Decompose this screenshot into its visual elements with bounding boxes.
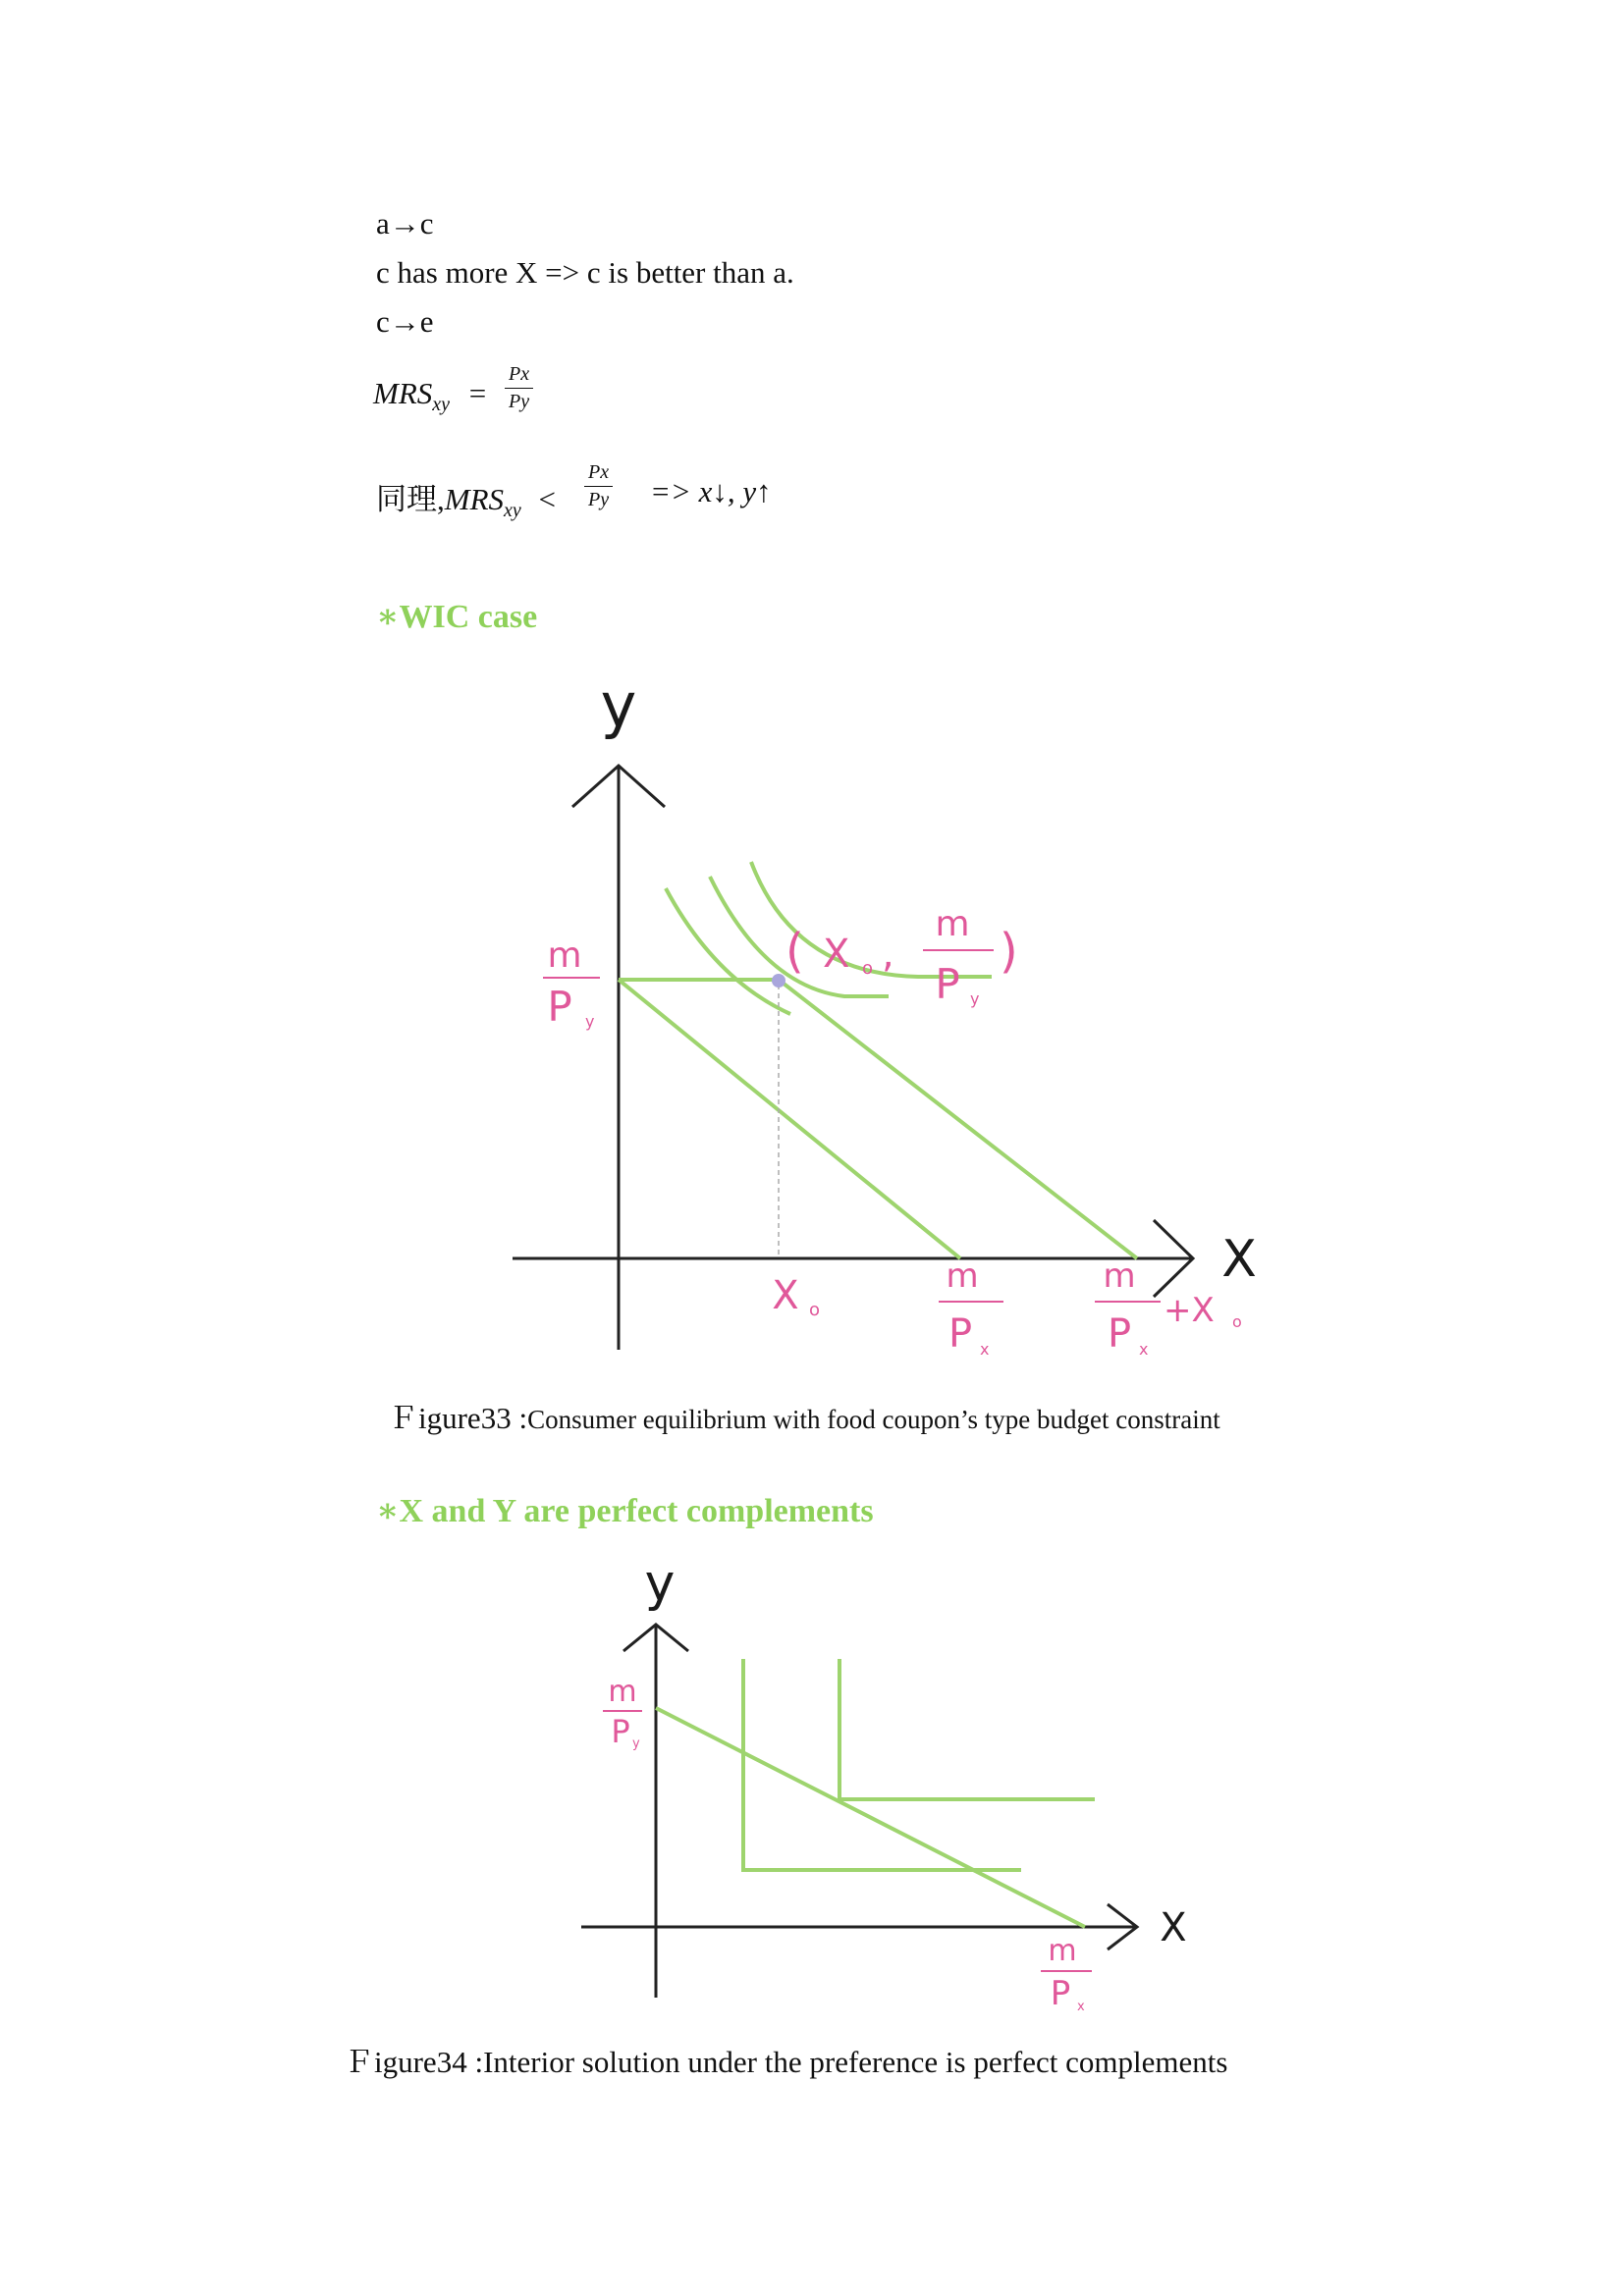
figure-33-diagram xyxy=(513,669,1257,1359)
fig33-x-intercept-m: m xyxy=(946,1256,979,1296)
fig33-coupon-intercept-p: P xyxy=(1107,1311,1132,1357)
mrs-label: MRS xyxy=(444,482,505,516)
fig34-x-intercept-sub: x xyxy=(1077,2000,1085,2014)
mrs-label: MRS xyxy=(373,376,433,410)
less-than-sign: < xyxy=(538,482,557,516)
fig33-coupon-intercept-sub: x xyxy=(1139,1340,1149,1359)
fig34-l-shaped-curve-1 xyxy=(743,1659,1021,1870)
mrs-subscript: xy xyxy=(432,394,451,416)
fig33-y-intercept-m: m xyxy=(547,935,582,976)
fraction-denominator: Py xyxy=(588,489,610,510)
figure-34-diagram xyxy=(581,1554,1187,2014)
fig33-coupon-intercept-m: m xyxy=(1103,1256,1136,1296)
fig34-budget-line xyxy=(656,1708,1085,1927)
fig34-x-axis-label: X xyxy=(1160,1905,1187,1950)
text-line-c-better: c has more X => c is better than a. xyxy=(376,255,794,290)
fig33-x-axis-label: X xyxy=(1221,1230,1257,1289)
text-line-c-to-e: c→e xyxy=(376,304,434,339)
figure-34-caption xyxy=(344,2037,1227,2081)
fig33-point-close-paren: ) xyxy=(1000,924,1018,979)
fig33-point-m: m xyxy=(935,904,970,944)
fig33-point-comma: , xyxy=(882,932,894,977)
caption-text: Consumer equilibrium with food coupon’s type budget constraint xyxy=(527,1405,1220,1434)
fig33-point-p-sub: y xyxy=(970,989,980,1008)
fig33-y-axis-label: y xyxy=(600,669,637,741)
fig33-y-intercept-p: P xyxy=(547,983,572,1031)
prefix-text: 同理, xyxy=(376,482,445,516)
fig33-point-p: P xyxy=(935,960,960,1008)
figure-33-caption xyxy=(388,1393,1220,1437)
fig33-equilibrium-point xyxy=(772,974,785,988)
fig34-y-intercept-m: m xyxy=(608,1675,637,1709)
fig34-l-shaped-curve-2 xyxy=(839,1659,1095,1799)
fig33-plus-x0: +X xyxy=(1164,1291,1215,1330)
fig34-x-intercept-m: m xyxy=(1048,1934,1077,1968)
fig33-point-open-paren: ( xyxy=(785,924,804,979)
fig33-plus-x0-sub: o xyxy=(1232,1312,1242,1331)
fig34-y-axis-label: y xyxy=(644,1554,676,1613)
equation-result: => x↓, y↑ xyxy=(650,474,772,508)
fraction-numerator: Px xyxy=(584,461,613,487)
fig33-point-x-sub: o xyxy=(862,958,874,979)
caption-text: Interior solution under the preference is perfect complements xyxy=(483,2045,1228,2079)
fig34-y-intercept-p: P xyxy=(611,1713,630,1750)
fig33-point-x: X xyxy=(823,932,850,977)
fraction-numerator: Px xyxy=(505,363,533,389)
fig33-x0-sub: o xyxy=(809,1300,821,1320)
section-heading-complements: ∗X and Y are perfect complements xyxy=(376,1493,874,1529)
fig33-budget-line-original xyxy=(619,980,960,1258)
fig33-x-intercept-sub: x xyxy=(980,1340,990,1359)
fraction-denominator: Py xyxy=(509,391,530,412)
fig33-budget-line-coupon xyxy=(619,980,1137,1258)
mrs-subscript: xy xyxy=(504,500,521,522)
fig33-x0-label: X xyxy=(772,1273,799,1318)
caption-prefix: Ｆigure33 : xyxy=(388,1401,528,1435)
section-heading-wic: ∗WIC case xyxy=(376,599,538,635)
equals-sign: = xyxy=(468,376,487,410)
fig33-x-intercept-p: P xyxy=(947,1311,973,1357)
fig34-y-intercept-sub: y xyxy=(632,1736,640,1751)
text-line-a-to-c: a→c xyxy=(376,206,434,240)
caption-prefix: Ｆigure34 : xyxy=(344,2045,484,2079)
fig33-y-intercept-sub: y xyxy=(585,1012,595,1031)
fig34-x-intercept-p: P xyxy=(1050,1974,1071,2013)
